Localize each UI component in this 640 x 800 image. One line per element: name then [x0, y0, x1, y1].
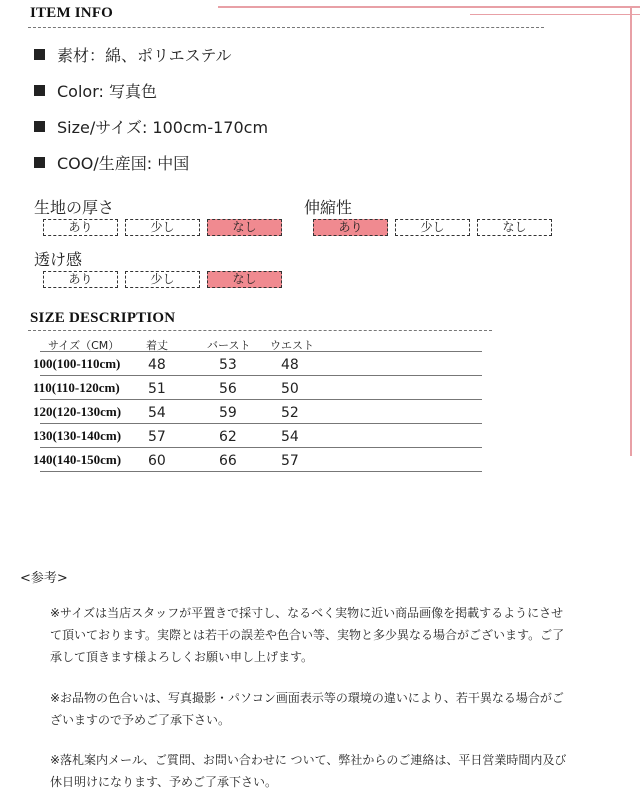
attr-sheer-option-nashi-selected: なし — [207, 271, 282, 288]
size-row-length: 60 — [148, 453, 166, 469]
size-row-length: 57 — [148, 429, 166, 445]
reference-note-contact: ※落札案内メール、ご質問、お問い合わせに ついて、弊社からのご連絡は、平日営業時間内及び休日明けになります、予めご了承下さい。 — [50, 753, 567, 789]
bullet-square-icon — [34, 157, 45, 168]
size-row-waist: 50 — [281, 381, 299, 397]
bullet-square-icon — [34, 121, 45, 132]
item-info-bullet — [34, 43, 232, 66]
attr-stretch-option-sukoshi: 少し — [395, 219, 470, 236]
size-row-waist: 54 — [281, 429, 299, 445]
bullet-text-material: 素材：綿、ポリエステル — [57, 46, 232, 65]
attr-sheer-option-sukoshi: 少し — [125, 271, 200, 288]
size-header-bust: バースト — [207, 339, 251, 352]
size-row-waist: 57 — [281, 453, 299, 469]
size-row-bust: 59 — [219, 405, 237, 421]
attr-thickness-option-nashi-selected: なし — [207, 219, 282, 236]
size-row-label: 130(130-140cm) — [33, 428, 122, 443]
size-row-bust: 56 — [219, 381, 237, 397]
bullet-text-color: Color: 写真色 — [57, 82, 157, 101]
size-row-rule — [40, 447, 482, 448]
size-description-divider — [28, 330, 492, 331]
attr-sheer-title: 透け感 — [34, 250, 83, 269]
attr-stretch-title: 伸縮性 — [304, 198, 353, 217]
item-info-title: ITEM INFO — [30, 5, 114, 21]
size-row-rule — [40, 423, 482, 424]
decorative-red-rule-right — [630, 6, 632, 456]
size-row-bust: 66 — [219, 453, 237, 469]
attr-thickness-option-sukoshi: 少し — [125, 219, 200, 236]
size-row-waist: 52 — [281, 405, 299, 421]
item-info-bullet — [34, 151, 189, 174]
size-header-length: 着丈 — [146, 339, 168, 352]
attr-stretch-option-nashi: なし — [477, 219, 552, 236]
bullet-text-size: Size/サイズ: 100cm-170cm — [57, 118, 269, 137]
size-row-rule — [40, 471, 482, 472]
attr-thickness-title: 生地の厚さ — [34, 198, 115, 217]
size-row-label: 120(120-130cm) — [33, 404, 122, 419]
reference-note-color: ※お品物の色合いは、写真撮影・パソコン画面表示等の環境の違いにより、若干異なる場合がございますので予めご了承下さい。 — [50, 691, 564, 727]
size-header-size: サイズ（CM） — [48, 339, 120, 352]
attr-sheer-option-ari: あり — [43, 271, 118, 288]
size-row-length: 48 — [148, 357, 166, 373]
size-row-waist: 48 — [281, 357, 299, 373]
size-header-waist: ウエスト — [270, 339, 314, 352]
attr-stretch-option-ari-selected: あり — [313, 219, 388, 236]
item-info-bullet — [34, 79, 157, 102]
size-row-label: 110(110-120cm) — [33, 380, 120, 395]
bullet-text-coo: COO/生産国: 中国 — [57, 154, 190, 173]
attr-thickness-option-ari: あり — [43, 219, 118, 236]
reference-title: <参考> — [20, 571, 68, 586]
reference-note-size: ※サイズは当店スタッフが平置きで採寸し、なるべく実物に近い商品画像を掲載するようにさせて頂いております。実際とは若干の誤差や色合い等、実物と多少異なる場合がございます。ご了承して頂きます様よろしくお願い申し上げます。 — [50, 606, 565, 664]
bullet-square-icon — [34, 85, 45, 96]
item-info-bullet — [34, 115, 268, 138]
size-header-rule — [40, 351, 482, 352]
size-row-label: 100(100-110cm) — [33, 356, 121, 371]
size-row-rule — [40, 399, 482, 400]
decorative-red-rule-top — [218, 6, 640, 8]
size-description-title: SIZE DESCRIPTION — [30, 310, 176, 326]
decorative-red-rule-inner — [470, 14, 640, 15]
size-row-rule — [40, 375, 482, 376]
size-row-length: 51 — [148, 381, 166, 397]
size-row-length: 54 — [148, 405, 166, 421]
item-info-divider — [28, 27, 544, 28]
size-row-label: 140(140-150cm) — [33, 452, 122, 467]
bullet-square-icon — [34, 49, 45, 60]
size-row-bust: 53 — [219, 357, 237, 373]
size-row-bust: 62 — [219, 429, 237, 445]
